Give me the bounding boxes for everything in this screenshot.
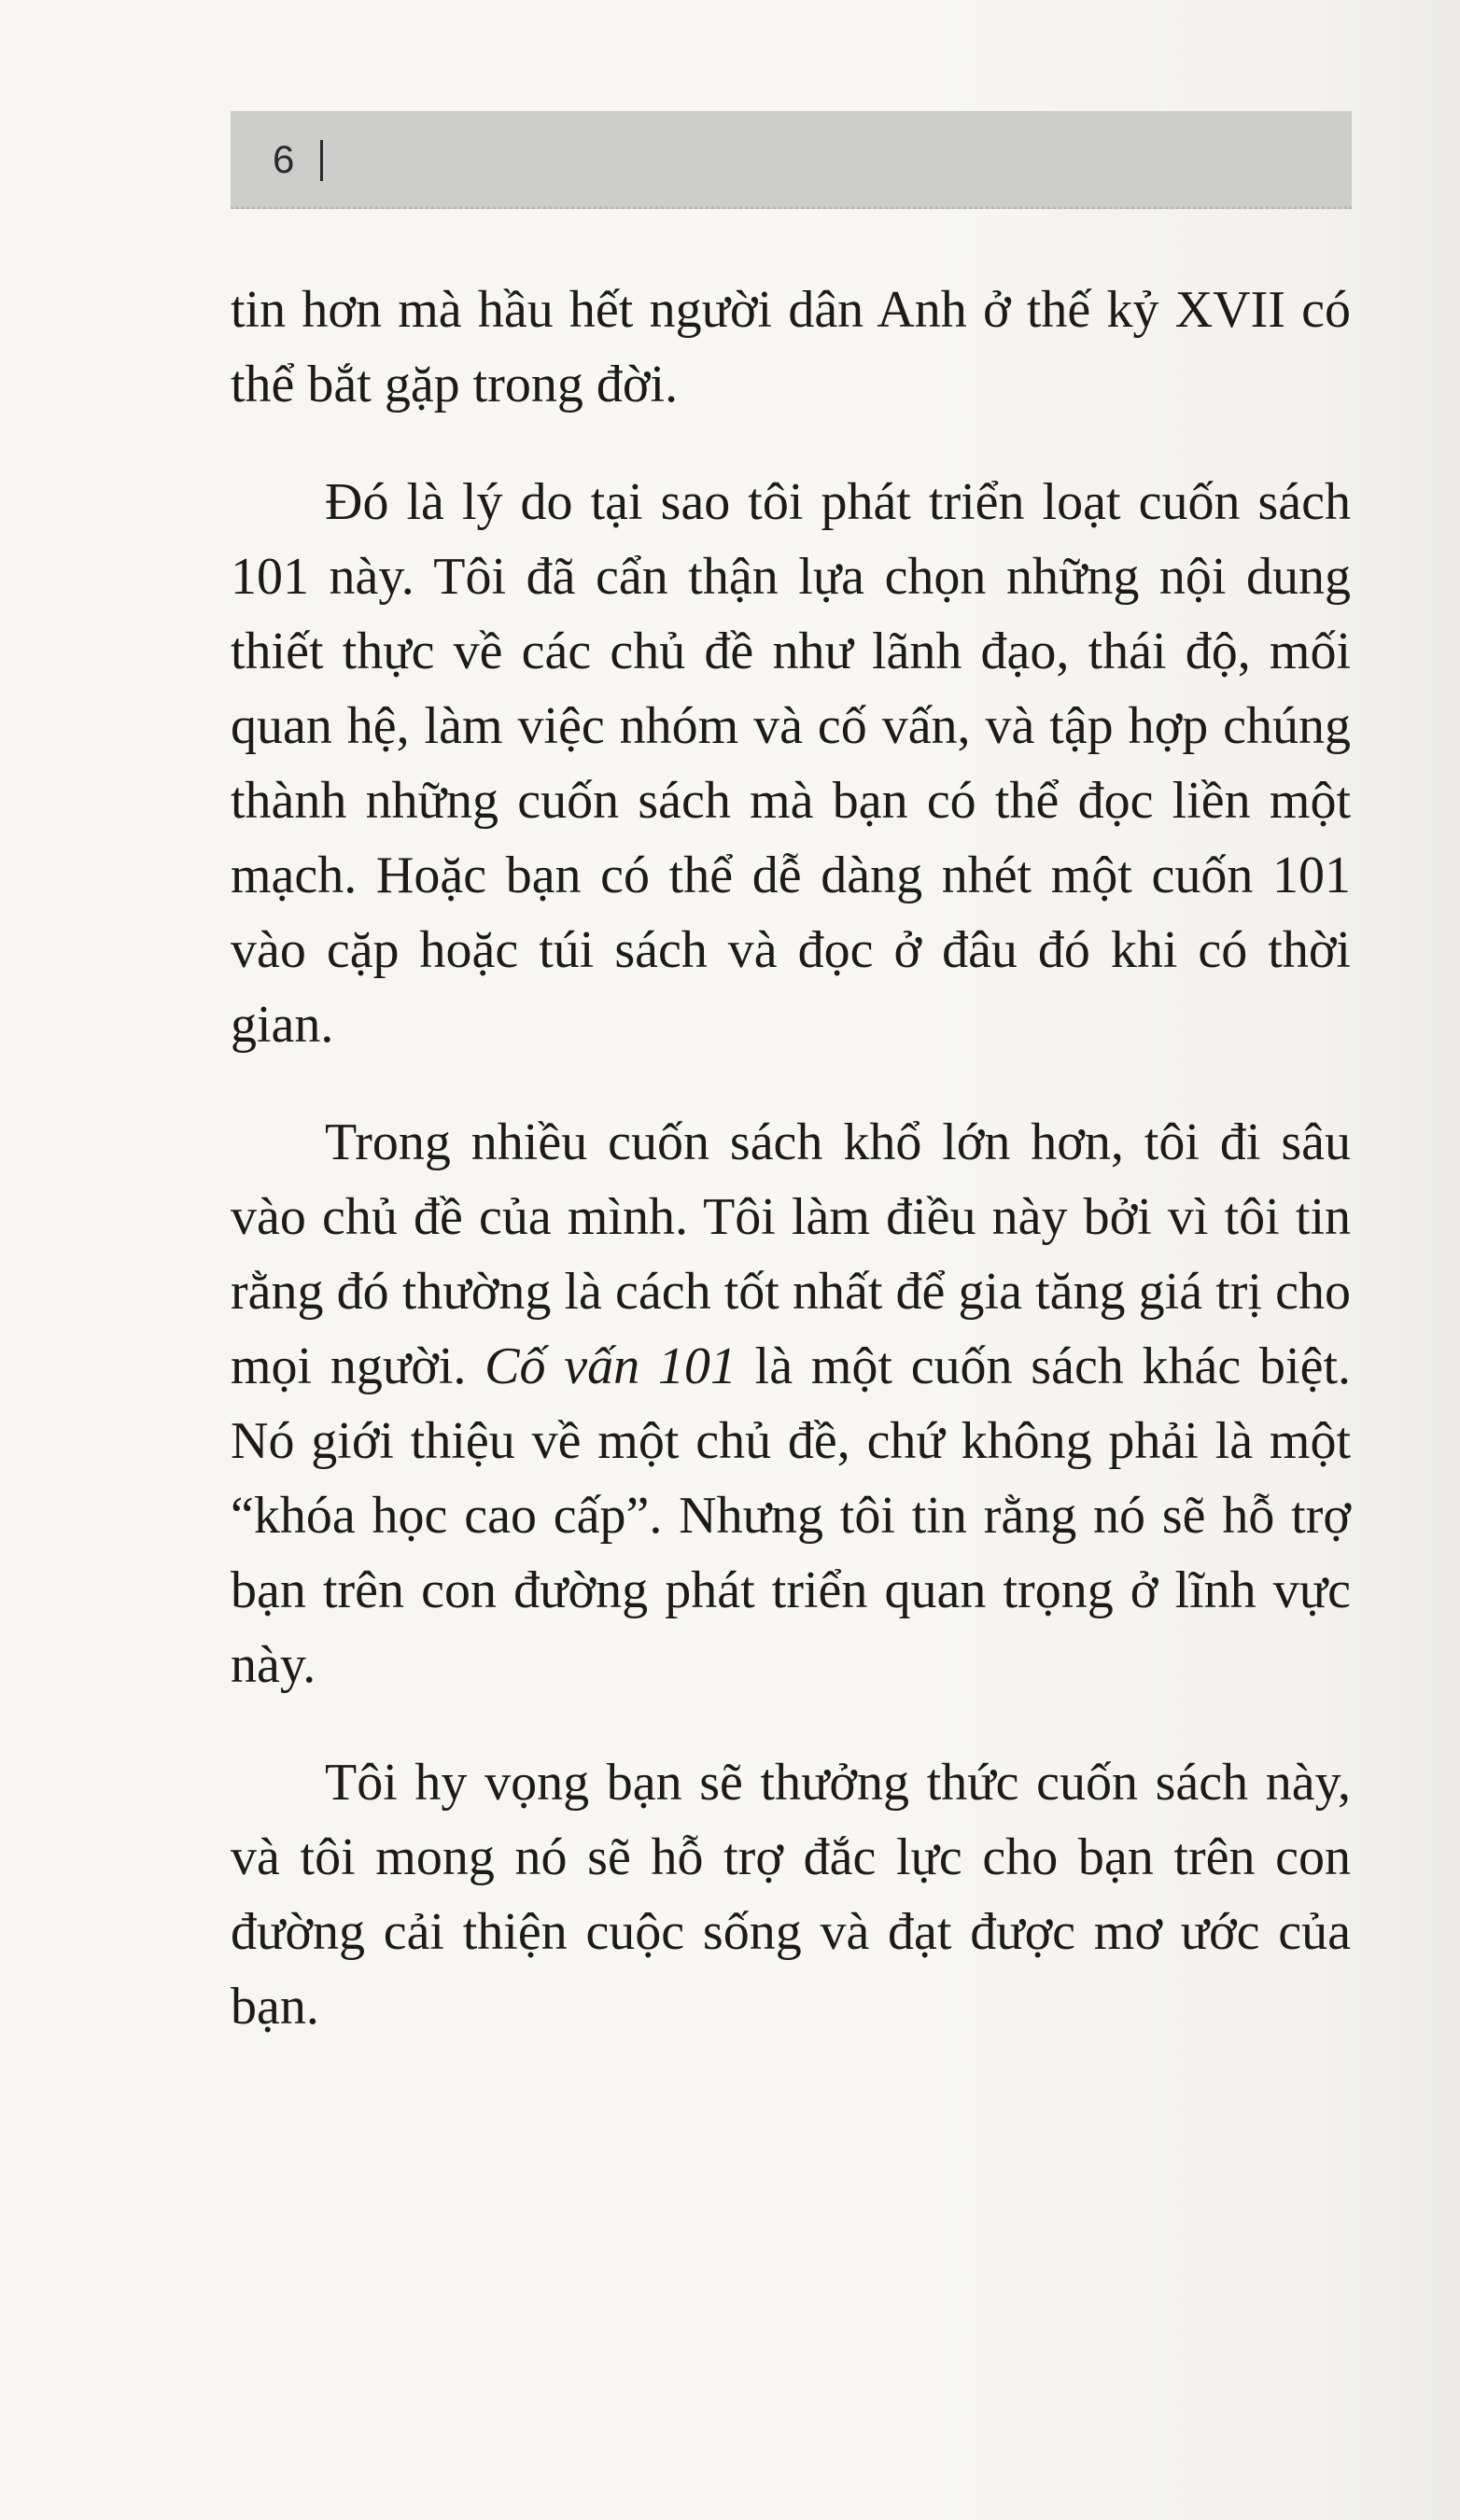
paragraph-1: tin hơn mà hầu hết người dân Anh ở thế kỷ XVII có thể bắt gặp trong đời. [231, 281, 1351, 413]
paragraph-3-text-b: là một cuốn sách khác biệt. Nó giới thiệu về một chủ đề, chứ không phải là một “khóa học cao cấp”. Nhưng tôi tin rằng nó sẽ hỗ trợ bạn trên con đường phát triển quan trọng ở lĩnh vực này. [231, 1337, 1352, 1694]
page-number: 6 [273, 137, 295, 181]
paragraph-3-text-a: Trong nhiều cuốn sách khổ lớn hơn, tôi đi sâu vào chủ đề của mình. Tôi làm điều này bởi vì tôi tin rằng đó thường là cách tốt nhất để gia tăng giá trị cho mọi người. [231, 1113, 1351, 1395]
running-header-band [231, 111, 1352, 209]
paragraph-4: Tôi hy vọng bạn sẽ thưởng thức cuốn sách này, và tôi mong nó sẽ hỗ trợ đắc lực cho bạn trên con đường cải thiện cuộc sống và đạt được mơ ước của bạn. [231, 1754, 1351, 2036]
paragraph-3 [231, 1105, 1351, 1702]
body-text [231, 273, 1351, 2087]
header-divider [320, 140, 323, 181]
paragraph-2: Đó là lý do tại sao tôi phát triển loạt cuốn sách 101 này. Tôi đã cẩn thận lựa chọn những nội dung thiết thực về các chủ đề như lãnh đạo, thái độ, mối quan hệ, làm việc nhóm và cố vấn, và tập hợp chúng thành những cuốn sách mà bạn có thể đọc liền một mạch. Hoặc bạn có thể dễ dàng nhét một cuốn 101 vào cặp hoặc túi sách và đọc ở đâu đó khi có thời gian. [231, 473, 1351, 1054]
book-title-italic: Cố vấn 101 [484, 1337, 737, 1395]
